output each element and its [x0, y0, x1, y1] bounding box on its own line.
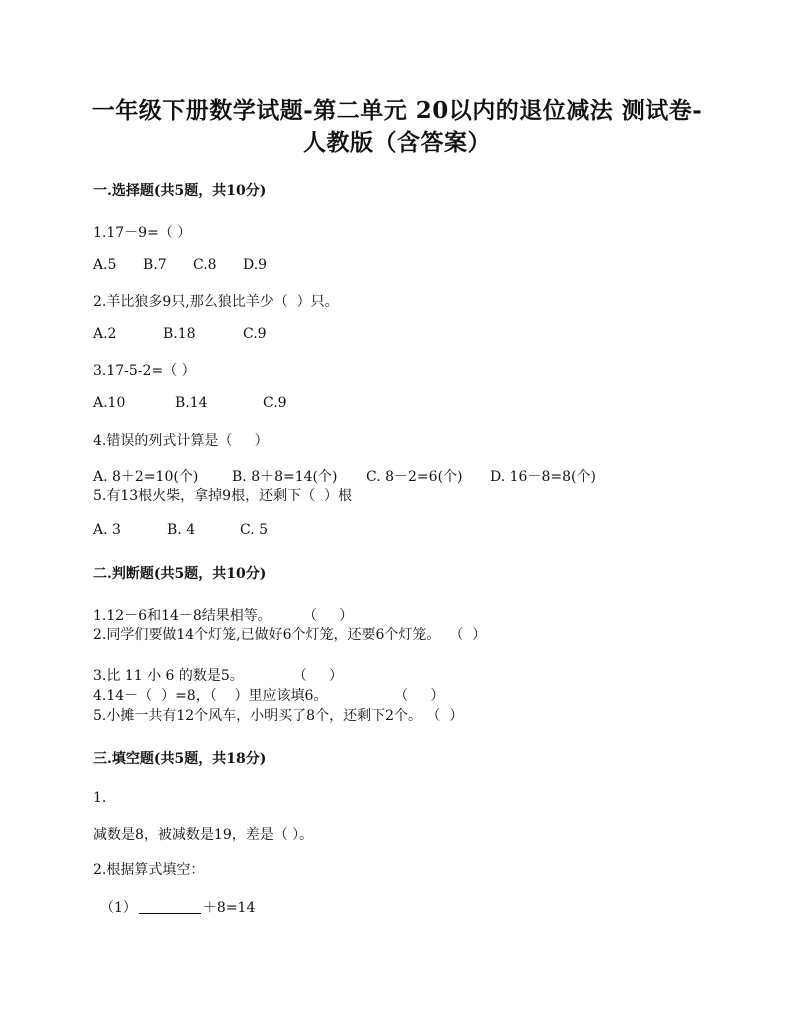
- question-3-2-sub: [100, 897, 255, 917]
- option: C. 8－2=6(个): [366, 469, 463, 485]
- question-3-1: 减数是8，被减数是19，差是（ ）。: [93, 827, 314, 843]
- question-1-5: 5.有13根火柴，拿掉9根，还剩下（ ）根: [93, 488, 352, 504]
- question-2-1: 1.12－6和14－8结果相等。 （ ）: [93, 608, 354, 624]
- section-heading-fill: 三.填空题(共5题，共18分): [93, 751, 267, 767]
- option: B.14: [175, 395, 208, 411]
- answer-blank: [139, 899, 201, 914]
- question-1-4: 4.错误的列式计算是（ ）: [93, 433, 269, 449]
- question-1-1: 1.17－9=（ ）: [93, 225, 192, 241]
- question-2-4: 4.14－（ ）=8，（ ）里应该填6。 （ ）: [93, 688, 445, 704]
- option: B. 8＋8=14(个): [232, 469, 338, 485]
- option: A.10: [93, 395, 126, 411]
- option: A.5: [93, 257, 117, 273]
- option: A. 3: [93, 522, 121, 538]
- option: C.8: [193, 257, 217, 273]
- option: D. 16－8=8(个): [490, 469, 596, 485]
- option: C.9: [243, 326, 267, 342]
- question-1-2: 2.羊比狼多9只,那么狼比羊少（ ）只。: [93, 294, 339, 310]
- sub-expression: ＋8=14: [202, 900, 256, 916]
- option: C.9: [263, 395, 287, 411]
- option: B.18: [163, 326, 196, 342]
- sub-label: （1）: [100, 900, 137, 916]
- option: B. 4: [167, 522, 196, 538]
- section-heading-judgement: 二.判断题(共5题，共10分): [93, 566, 267, 582]
- page-title-line1: 一年级下册数学试题-第二单元 20以内的退位减法 测试卷-: [91, 97, 703, 124]
- option: C. 5: [240, 522, 269, 538]
- option: B.7: [143, 257, 167, 273]
- option: A.2: [93, 326, 117, 342]
- section-heading-choice: 一.选择题(共5题，共10分): [93, 183, 267, 199]
- question-3-2: 2.根据算式填空：: [93, 862, 205, 878]
- option: D.9: [243, 257, 268, 273]
- question-2-2: 2.同学们要做14个灯笼,已做好6个灯笼，还要6个灯笼。 （ ）: [93, 627, 487, 643]
- option: A. 8＋2=10(个): [93, 469, 199, 485]
- page-title-line2: 人教版（含答案）: [303, 129, 491, 156]
- question-1-3: 3.17-5-2=（ ）: [93, 363, 196, 379]
- question-2-3: 3.比 11 小 6 的数是5。 （ ）: [93, 668, 343, 684]
- question-2-5: 5.小摊一共有12个风车，小明买了8个，还剩下2个。 （ ）: [93, 708, 464, 724]
- question-3-1-number: 1.: [93, 790, 107, 806]
